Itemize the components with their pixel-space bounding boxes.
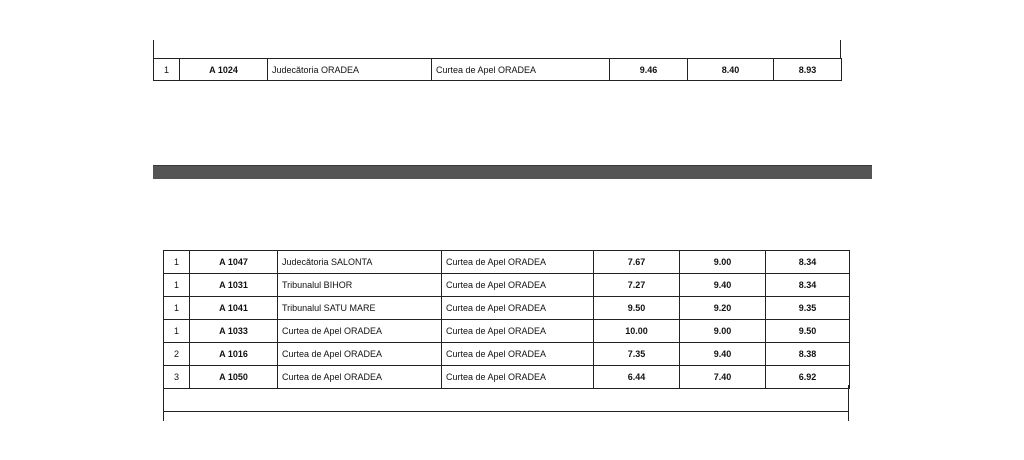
- page-separator: [153, 165, 872, 179]
- code-cell: A 1041: [190, 297, 278, 320]
- bottom-page-fragment: [163, 385, 849, 425]
- appeal-court-cell: Curtea de Apel ORADEA: [442, 366, 594, 389]
- score-1-cell: 7.35: [594, 343, 680, 366]
- score-2-cell: 9.40: [680, 274, 766, 297]
- average-cell: 8.38: [766, 343, 850, 366]
- appeal-court-cell: Curtea de Apel ORADEA: [442, 297, 594, 320]
- court-cell: Judecătoria ORADEA: [268, 59, 432, 81]
- table-row: [164, 343, 850, 366]
- appeal-court-cell: Curtea de Apel ORADEA: [432, 59, 610, 81]
- row-number-cell: 3: [164, 366, 190, 389]
- code-cell: A 1031: [190, 274, 278, 297]
- appeal-court-cell: Curtea de Apel ORADEA: [442, 274, 594, 297]
- row-number-cell: 1: [164, 297, 190, 320]
- table-divider: [163, 411, 849, 412]
- average-cell: 8.34: [766, 251, 850, 274]
- appeal-court-cell: Curtea de Apel ORADEA: [442, 320, 594, 343]
- top-results-table: [153, 58, 842, 81]
- score-2-cell: 9.00: [680, 320, 766, 343]
- average-cell: 6.92: [766, 366, 850, 389]
- average-cell: 8.34: [766, 274, 850, 297]
- table-row: [154, 59, 842, 81]
- court-cell: Tribunalul BIHOR: [278, 274, 442, 297]
- score-1-cell: 9.46: [610, 59, 688, 81]
- code-cell: A 1033: [190, 320, 278, 343]
- score-1-cell: 7.67: [594, 251, 680, 274]
- appeal-court-cell: Curtea de Apel ORADEA: [442, 251, 594, 274]
- average-cell: 8.93: [774, 59, 842, 81]
- table-row: [164, 297, 850, 320]
- score-1-cell: 7.27: [594, 274, 680, 297]
- court-cell: Curtea de Apel ORADEA: [278, 366, 442, 389]
- court-cell: Judecătoria SALONTA: [278, 251, 442, 274]
- score-1-cell: 9.50: [594, 297, 680, 320]
- bottom-results-table: [163, 250, 850, 389]
- row-number-cell: 1: [154, 59, 180, 81]
- court-cell: Curtea de Apel ORADEA: [278, 343, 442, 366]
- table-border-right: [840, 40, 841, 58]
- score-2-cell: 9.20: [680, 297, 766, 320]
- viewport-clip: [0, 421, 1024, 460]
- appeal-court-cell: Curtea de Apel ORADEA: [442, 343, 594, 366]
- score-2-cell: 9.00: [680, 251, 766, 274]
- average-cell: 9.50: [766, 320, 850, 343]
- average-cell: 9.35: [766, 297, 850, 320]
- table-frame: [163, 385, 849, 425]
- court-cell: Curtea de Apel ORADEA: [278, 320, 442, 343]
- code-cell: A 1047: [190, 251, 278, 274]
- code-cell: A 1024: [180, 59, 268, 81]
- table-row: [164, 251, 850, 274]
- score-2-cell: 9.40: [680, 343, 766, 366]
- table-row: [164, 274, 850, 297]
- score-1-cell: 10.00: [594, 320, 680, 343]
- court-cell: Tribunalul SATU MARE: [278, 297, 442, 320]
- row-number-cell: 1: [164, 320, 190, 343]
- code-cell: A 1016: [190, 343, 278, 366]
- row-number-cell: 1: [164, 274, 190, 297]
- row-number-cell: 2: [164, 343, 190, 366]
- score-2-cell: 7.40: [680, 366, 766, 389]
- score-1-cell: 6.44: [594, 366, 680, 389]
- code-cell: A 1050: [190, 366, 278, 389]
- score-2-cell: 8.40: [688, 59, 774, 81]
- row-number-cell: 1: [164, 251, 190, 274]
- table-border-left: [153, 40, 154, 58]
- table-row: [164, 320, 850, 343]
